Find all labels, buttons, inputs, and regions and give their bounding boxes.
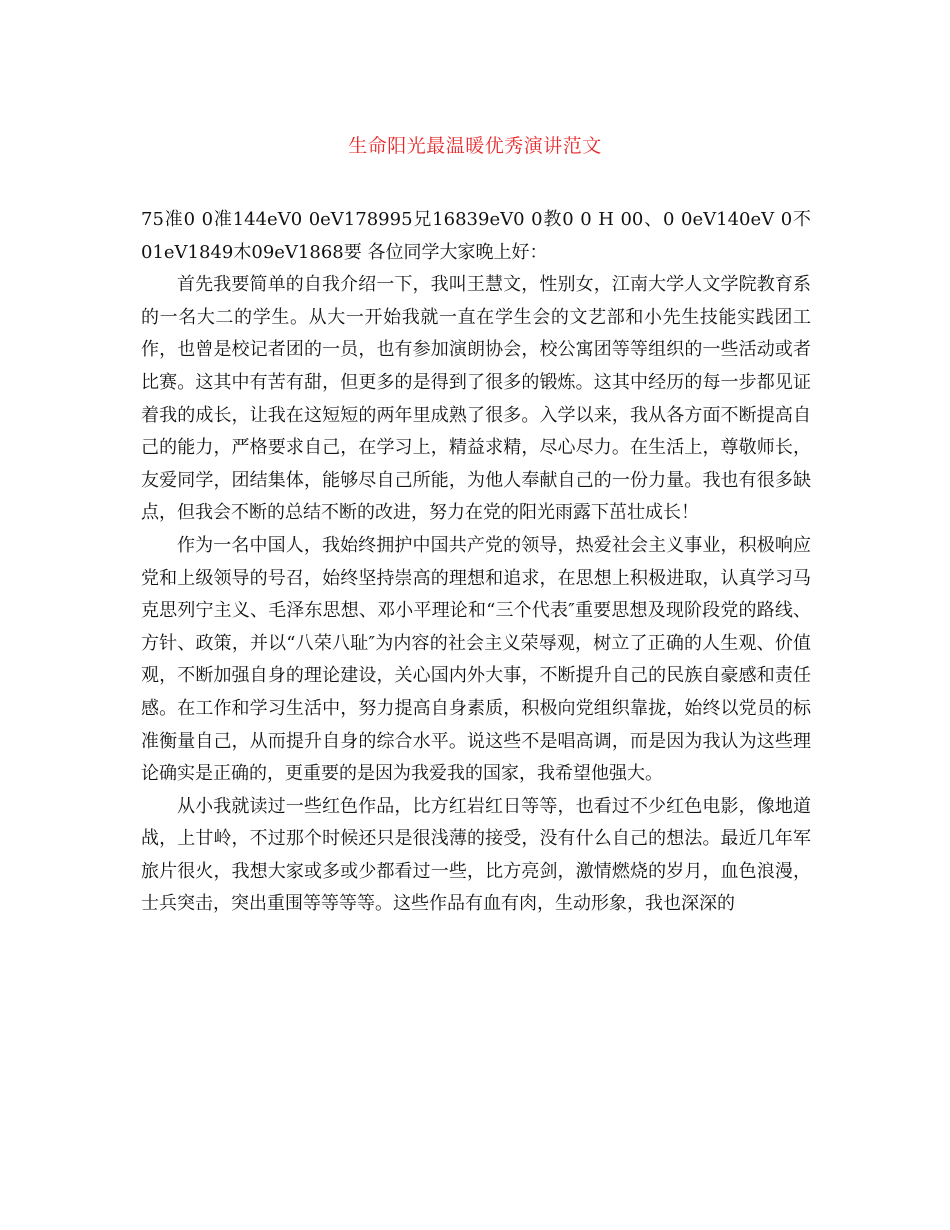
paragraph-3: 从小我就读过一些红色作品，比方红岩红日等等，也看过不少红色电影，像地道战，上甘岭，不过那个时候还只是很浅薄的接受，没有什么自己的想法。最近几年军旅片很火，我想大家或多或少都看过一些，比方亮剑，激情燃烧的岁月，血色浪漫，士兵突击，突出重围等等等等。这些作品有血有肉，生动形象，我也深深的: [141, 795, 811, 915]
document-title: 生命阳光最温暖优秀演讲范文: [348, 135, 602, 157]
paragraph-1: 首先我要简单的自我介绍一下，我叫王慧文，性别女，江南大学人文学院教育系的一名大二的学生。从大一开始我就一直在学生会的文艺部和小先生技能实践团工作，也曾是校记者团的一员，也有参加演朗协会，校公寓团等等组织的一些活动或者比赛。这其中有苦有甜，但更多的是得到了很多的锻炼。这其中经历的每一步都见证着我的成长，让我在这短短的两年里成熟了很多。入学以来，我从各方面不断提高自己的能力，严格要求自己，在学习上，精益求精，尽心尽力。在生活上，尊敬师长，友爱同学，团结集体，能够尽自己所能，为他人奉献自己的一份力量。我也有很多缺点，但我会不断的总结不断的改进，努力在党的阳光雨露下茁壮成长！: [141, 274, 811, 524]
header-line: 75准0 0准144eV0 0eV178995兄16839eV0 0教0 0 H 00、0 0eV140eV 0不01eV1849木09eV1868要 各位同学大家晚上好：: [141, 209, 811, 263]
document-body: [141, 204, 811, 921]
paragraph-2: 作为一名中国人，我始终拥护中国共产党的领导，热爱社会主义事业，积极响应党和上级领导的号召，始终坚持崇高的理想和追求，在思想上积极进取，认真学习马克思列宁主义、毛泽东思想、邓小平理论和“三个代表″重要思想及现阶段党的路线、方针、政策，并以“八荣八耻″为内容的社会主义荣辱观，树立了正确的人生观、价值观，不断加强自身的理论建设，关心国内外大事，不断提升自己的民族自豪感和责任感。在工作和学习生活中，努力提高自身素质，积极向党组织靠拢，始终以党员的标准衡量自己，从而提升自身的综合水平。说这些不是唱高调，而是因为我认为这些理论确实是正确的，更重要的是因为我爱我的国家，我希望他强大。: [141, 534, 811, 785]
